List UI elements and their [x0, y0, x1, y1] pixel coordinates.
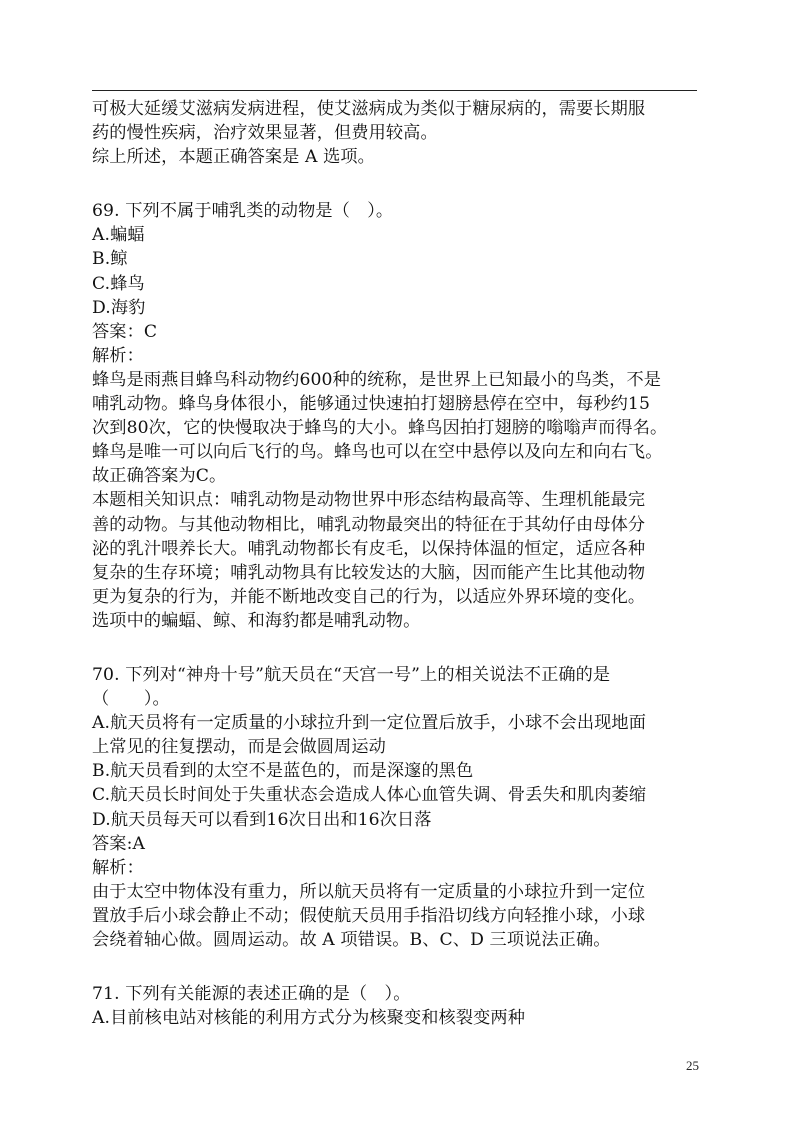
prev-analysis-block [92, 97, 702, 169]
analysis-text: 会绕着轴心做。圆周运动。故 A 项错误。B、C、D 三项说法正确。 [92, 930, 611, 950]
answer-line: 答案:A [92, 833, 145, 854]
analysis-text: 由于太空中物体没有重力，所以航天员将有一定质量的小球拉升到一定位 [92, 881, 646, 902]
question-stem: 69. 下列不属于哺乳类的动物是（ ）。 [92, 201, 394, 222]
analysis-text: 蜂鸟是唯一可以向后飞行的鸟。蜂鸟也可以在空中悬停以及向左和向右飞。 [92, 442, 663, 463]
analysis-text: 哺乳动物。蜂鸟身体很小，能够通过快速拍打翅膀悬停在空中，每秒约15 [92, 394, 650, 415]
option-c: C.蜂鸟 [92, 273, 145, 294]
option-a: 上常见的往复摆动，而是会做圆周运动 [92, 737, 386, 758]
option-a: A.目前核电站对核能的利用方式分为核聚变和核裂变两种 [92, 1008, 525, 1029]
option-d: D.航天员每天可以看到16次日出和16次日落 [92, 809, 432, 830]
question-stem: 70. 下列对“神舟十号”航天员在“天宫一号”上的相关说法不正确的是 [92, 664, 611, 685]
knowledge-text: 泌的乳汁喂养长大。哺乳动物都长有皮毛，以保持体温的恒定，适应各种 [92, 538, 646, 559]
block-gap [92, 952, 702, 982]
knowledge-text: 复杂的生存环境；哺乳动物具有比较发达的大脑，因而能产生比其他动物 [92, 562, 646, 583]
analysis-text: 蜂鸟是雨燕目蜂鸟科动物约600种的统称，是世界上已知最小的鸟类，不是 [92, 369, 662, 390]
option-b: B.航天员看到的太空不是蓝色的，而是深邃的黑色 [92, 761, 474, 782]
block-gap [92, 169, 702, 199]
header-rule [92, 90, 697, 91]
question-69-block [92, 199, 702, 633]
option-c: C.航天员长时间处于失重状态会造成人体心血管失调、骨丢失和肌肉萎缩 [92, 785, 647, 806]
knowledge-text: 本题相关知识点：哺乳动物是动物世界中形态结构最高等、生理机能最完 [92, 490, 646, 511]
block-gap [92, 633, 702, 663]
analysis-text: 次到80次，它的快慢取决于蜂鸟的大小。蜂鸟因拍打翅膀的嗡嗡声而得名。 [92, 418, 668, 439]
knowledge-text: 选项中的蝙蝠、鲸、和海豹都是哺乳动物。 [92, 610, 421, 631]
option-b: B.鲸 [92, 249, 128, 270]
question-70-block [92, 663, 702, 952]
text-line: 药的慢性疾病，治疗效果显著，但费用较高。 [92, 123, 438, 144]
knowledge-text: 善的动物。与其他动物相比，哺乳动物最突出的特征在于其幼仔由母体分 [92, 514, 646, 535]
knowledge-text: 更为复杂的行为，并能不断地改变自己的行为，以适应外界环境的变化。 [92, 586, 646, 607]
analysis-label: 解析： [92, 857, 144, 878]
option-a: A.蝙蝠 [92, 225, 145, 246]
text-line: 可极大延缓艾滋病发病进程，使艾滋病成为类似于糖尿病的，需要长期服 [92, 99, 646, 119]
option-a: A.航天员将有一定质量的小球拉升到一定位置后放手，小球不会出现地面 [92, 713, 646, 734]
analysis-text: 置放手后小球会静止不动；假使航天员用手指沿切线方向轻推小球，小球 [92, 905, 646, 926]
question-71-block [92, 982, 702, 1030]
answer-line: 答案：C [92, 321, 158, 342]
document-body [92, 97, 702, 1030]
analysis-label: 解析： [92, 345, 144, 366]
page-number: 25 [686, 1058, 699, 1073]
option-d: D.海豹 [92, 297, 146, 318]
analysis-text: 故正确答案为C。 [92, 466, 227, 487]
question-stem: 71. 下列有关能源的表述正确的是（ ）。 [92, 984, 411, 1005]
question-stem: （ ）。 [92, 689, 170, 710]
text-line: 综上所述，本题正确答案是 A 选项。 [92, 147, 375, 168]
